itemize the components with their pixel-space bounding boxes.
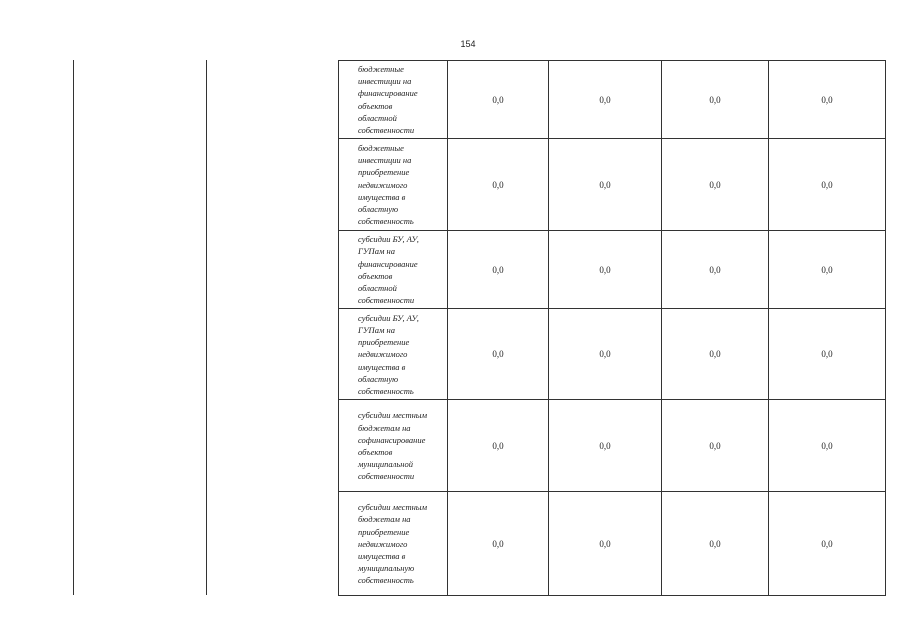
page-number: 154 [460,39,476,49]
value-cell: 0,0 [769,231,886,309]
row-label-text: бюджетные инвестиции на финансирование объектов областной собственности [358,64,418,136]
value-cell: 0,0 [769,492,886,596]
value-cell: 0,0 [549,231,662,309]
row-label-text: субсидии БУ, АУ, ГУПам на приобретение недвижимого имущества в областную собственность [358,312,419,396]
table-row [339,139,886,231]
table-row [339,231,886,309]
value-cell: 0,0 [769,139,886,231]
value-cell: 0,0 [662,61,769,139]
value-cell: 0,0 [769,61,886,139]
row-label-text: субсидии местным бюджетам на приобретение недвижимого имущества в муниципальную собственность [358,502,427,586]
column-divider-left [73,60,74,595]
row-label [339,139,448,231]
value-cell: 0,0 [549,400,662,492]
value-cell: 0,0 [448,492,549,596]
value-cell: 0,0 [448,61,549,139]
row-label [339,231,448,309]
value-cell: 0,0 [662,400,769,492]
value-cell: 0,0 [662,139,769,231]
value-cell: 0,0 [448,139,549,231]
value-cell: 0,0 [549,139,662,231]
row-label [339,492,448,596]
row-label-text: бюджетные инвестиции на приобретение недвижимого имущества в областную собственность [358,143,414,227]
value-cell: 0,0 [769,400,886,492]
value-cell: 0,0 [662,492,769,596]
table-row [339,492,886,596]
value-cell: 0,0 [448,231,549,309]
value-cell: 0,0 [769,309,886,400]
row-label [339,309,448,400]
value-cell: 0,0 [549,61,662,139]
column-divider-middle [206,60,207,595]
table-row [339,400,886,492]
row-label-text: субсидии БУ, АУ, ГУПам на финансирование объектов областной собственности [358,234,419,306]
row-label [339,400,448,492]
value-cell: 0,0 [448,400,549,492]
table-row [339,61,886,139]
row-label [339,61,448,139]
table-row [339,309,886,400]
value-cell: 0,0 [549,309,662,400]
value-cell: 0,0 [549,492,662,596]
value-cell: 0,0 [448,309,549,400]
row-label-text: субсидии местным бюджетам на софинансирование объектов муниципальной собственности [358,410,427,482]
financing-table [338,60,886,596]
value-cell: 0,0 [662,231,769,309]
value-cell: 0,0 [662,309,769,400]
